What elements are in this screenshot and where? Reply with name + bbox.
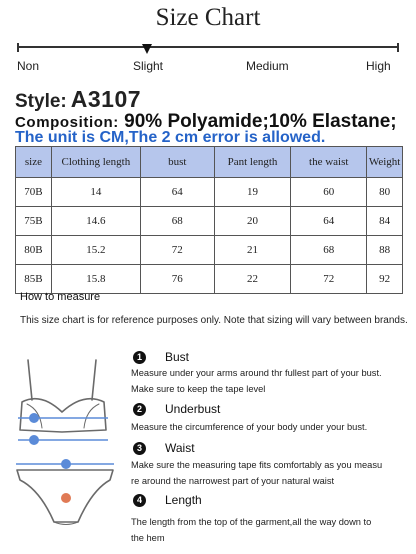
bust-desc-line-1: Measure under your arms around thr fullest part of your bust. — [131, 368, 382, 378]
stretch-label-non: Non — [17, 59, 40, 73]
underbust-desc-line-1: Measure the circumference of your body under your bust. — [131, 422, 368, 432]
scale-tick-left — [17, 43, 19, 52]
stretch-label-medium: Medium — [246, 59, 289, 73]
table-cell: 19 — [214, 178, 291, 207]
table-cell: 15.8 — [51, 265, 140, 294]
table-cell: 20 — [214, 207, 291, 236]
style-label: Style: — [15, 91, 67, 112]
table-cell: 70B — [16, 178, 52, 207]
table-cell: 80B — [16, 236, 52, 265]
table-cell: 64 — [291, 207, 367, 236]
header-waist: the waist — [291, 147, 367, 178]
header-pant-length: Pant length — [214, 147, 291, 178]
underbust-title: Underbust — [165, 402, 221, 416]
waist-title: Waist — [165, 441, 195, 455]
bust-desc-line-2: Make sure to keep the tape level — [131, 384, 266, 394]
table-cell: 72 — [140, 236, 214, 265]
table-cell: 72 — [291, 265, 367, 294]
table-cell: 22 — [214, 265, 291, 294]
table-cell: 21 — [214, 236, 291, 265]
header-weight: Weight — [367, 147, 403, 178]
table-cell: 84 — [367, 207, 403, 236]
waist-desc-line-2: re around the narrowest part of your natural waist — [131, 476, 335, 486]
table-cell: 60 — [291, 178, 367, 207]
step-2-badge: 2 — [133, 403, 146, 416]
table-cell: 80 — [367, 178, 403, 207]
table-header-row — [16, 147, 403, 178]
table-cell: 14.6 — [51, 207, 140, 236]
table-cell: 64 — [140, 178, 214, 207]
stretch-marker-icon — [142, 44, 152, 54]
table-cell: 92 — [367, 265, 403, 294]
style-row — [15, 86, 141, 113]
length-desc-line-2: the hem — [131, 533, 165, 543]
how-to-measure-note: This size chart is for reference purposes only. Note that sizing will vary between brands. — [20, 315, 408, 326]
table-row — [16, 265, 403, 294]
stretch-label-high: High — [366, 59, 391, 73]
table-cell: 85B — [16, 265, 52, 294]
table-cell: 88 — [367, 236, 403, 265]
how-to-measure-heading: How to measure — [20, 291, 101, 303]
size-table — [15, 146, 403, 294]
length-title: Length — [165, 493, 202, 507]
unit-note: The unit is CM,The 2 cm error is allowed. — [15, 129, 326, 146]
table-cell: 68 — [140, 207, 214, 236]
table-cell: 14 — [51, 178, 140, 207]
composition-label: Composition: — [15, 114, 119, 131]
table-cell: 75B — [16, 207, 52, 236]
scale-tick-right — [397, 43, 399, 52]
header-clothing-length: Clothing length — [51, 147, 140, 178]
table-cell: 68 — [291, 236, 367, 265]
length-desc-line-1: The length from the top of the garment,all the way down to — [131, 517, 372, 527]
stretch-scale-line — [17, 46, 399, 48]
table-cell: 76 — [140, 265, 214, 294]
step-1-badge: 1 — [133, 351, 146, 364]
composition-value: 90% Polyamide;10% Elastane; — [124, 111, 397, 132]
table-row — [16, 207, 403, 236]
bust-title: Bust — [165, 350, 190, 364]
step-4-badge: 4 — [133, 494, 146, 507]
header-size: size — [16, 147, 52, 178]
style-value: A3107 — [70, 86, 142, 112]
table-cell: 15.2 — [51, 236, 140, 265]
measurement-illustration — [14, 352, 118, 546]
step-3-badge: 3 — [133, 442, 146, 455]
table-row — [16, 178, 403, 207]
stretch-label-slight: Slight — [133, 59, 164, 73]
table-row — [16, 236, 403, 265]
page-title: Size Chart — [155, 4, 261, 31]
header-bust: bust — [140, 147, 214, 178]
waist-desc-line-1: Make sure the measuring tape fits comfortably as you measu — [131, 460, 383, 470]
